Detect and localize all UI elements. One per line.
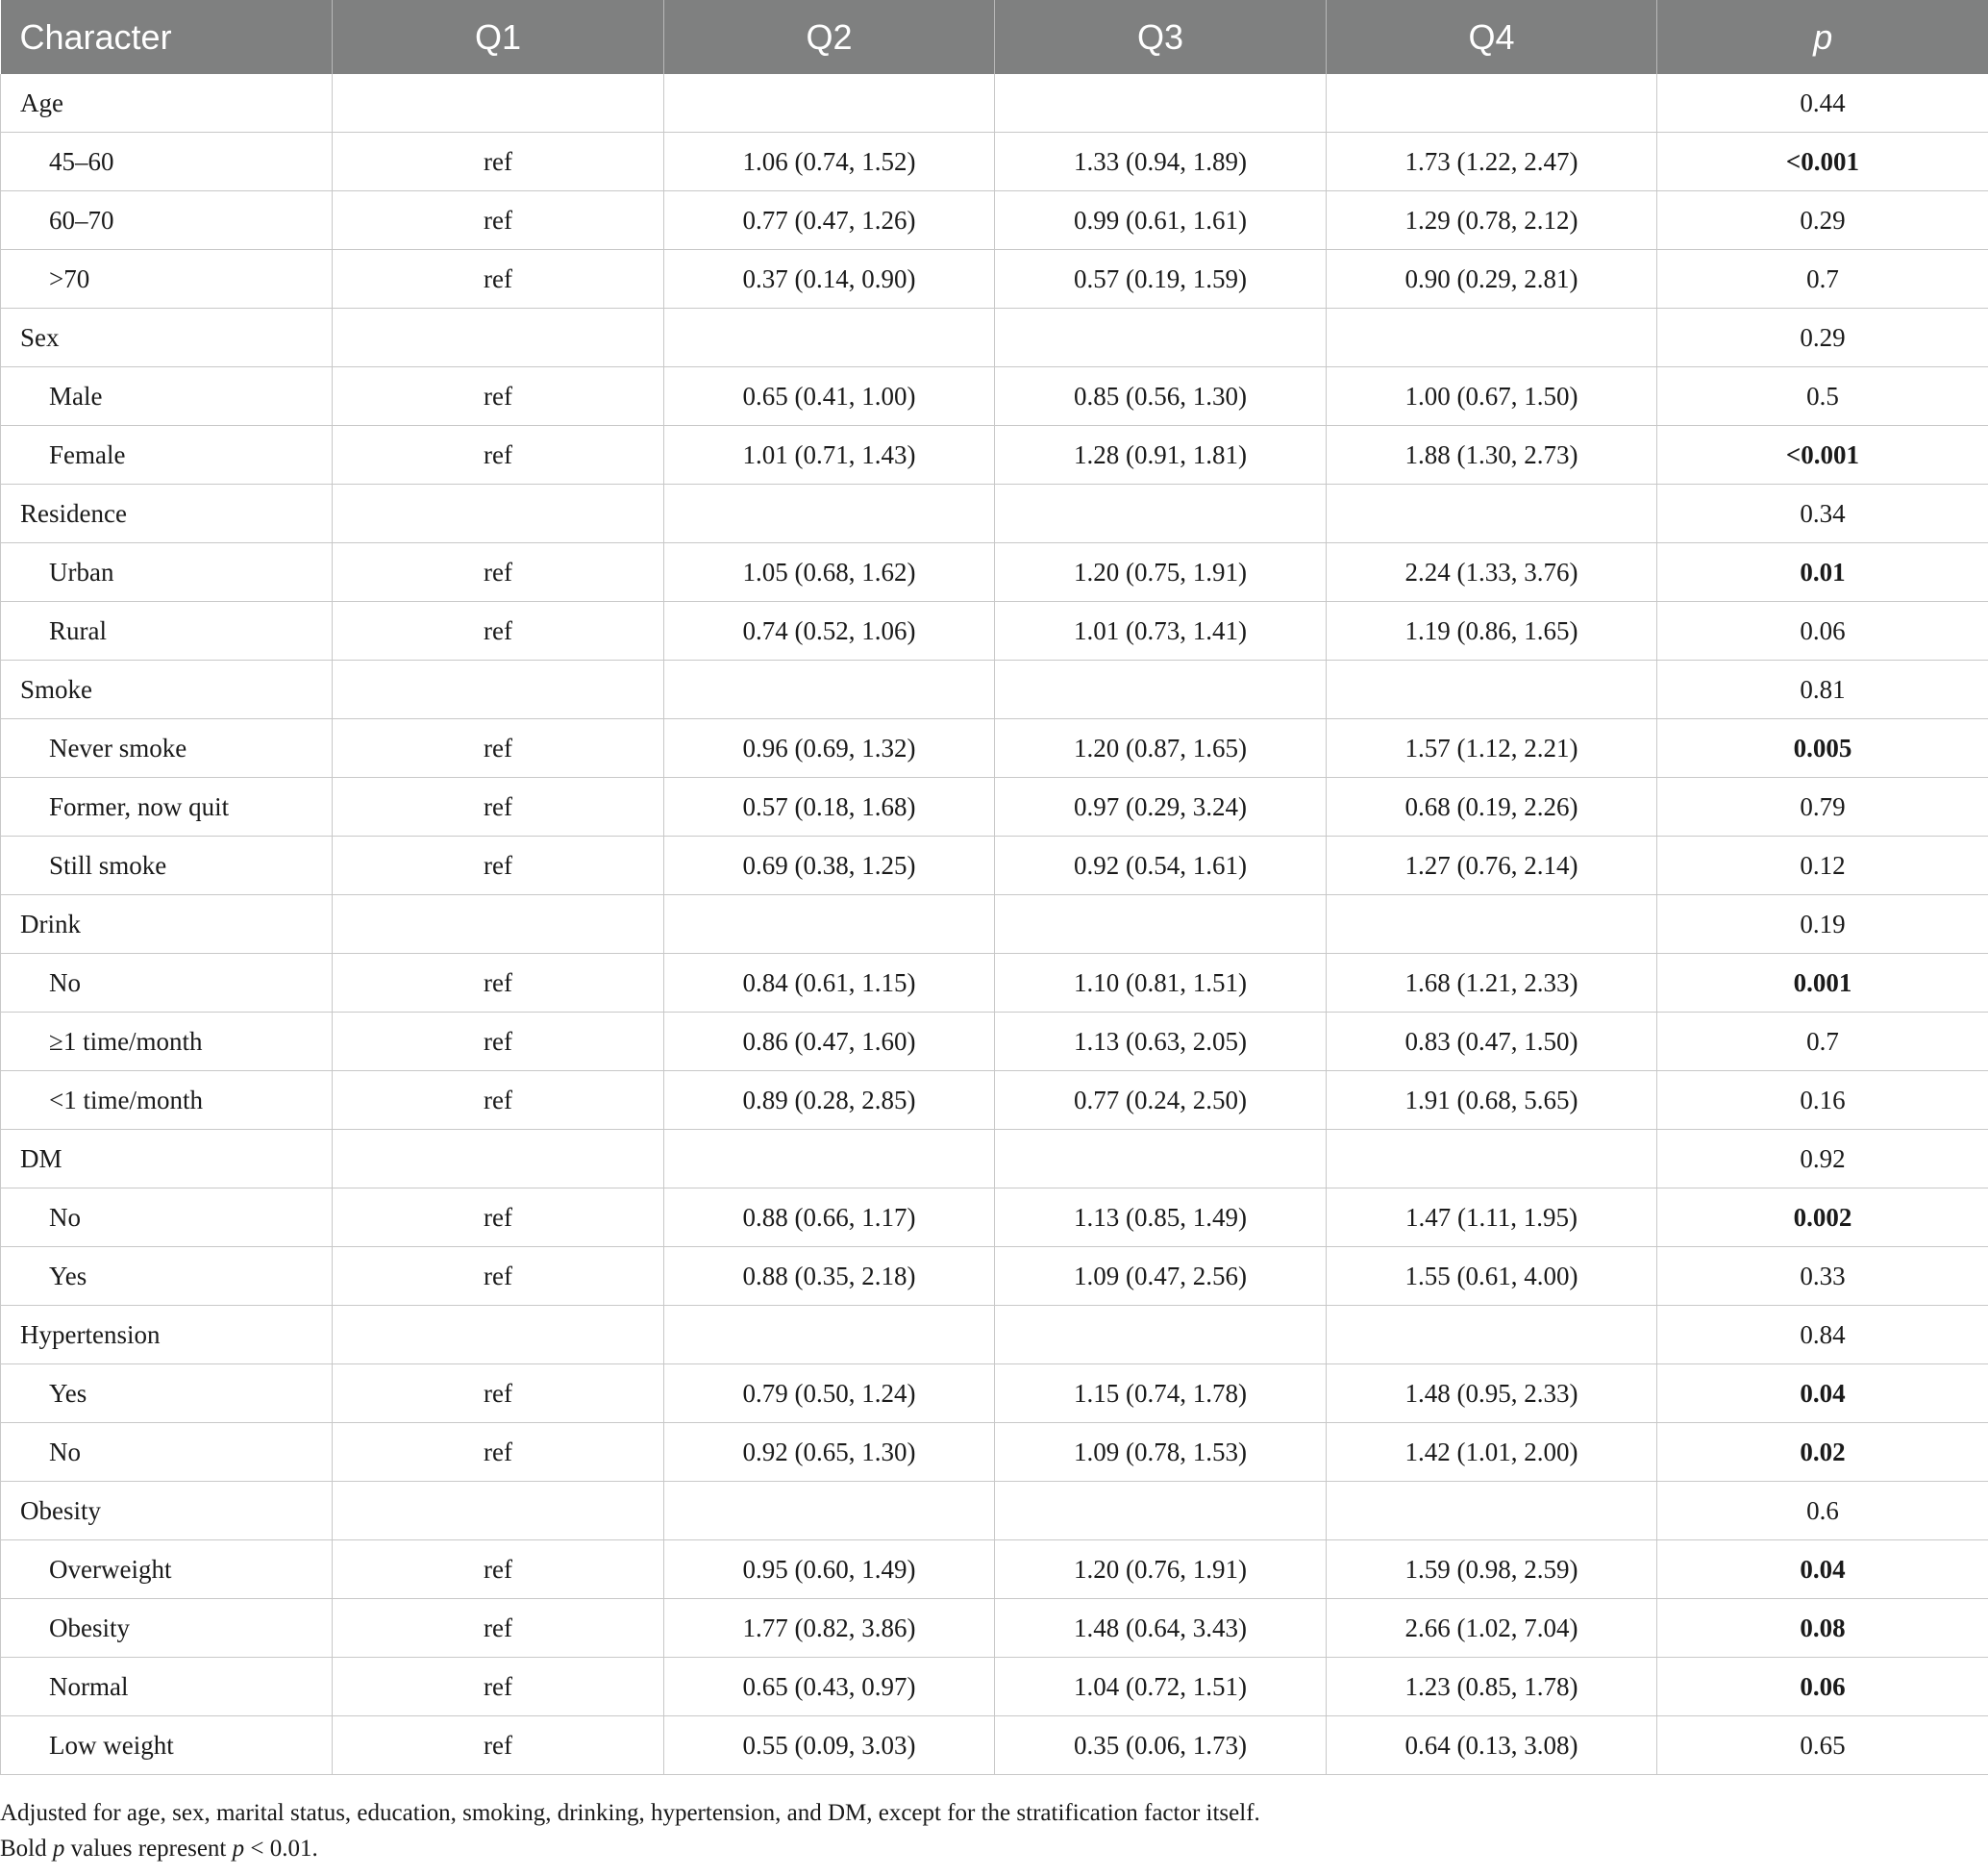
- table-row-group: [1, 1482, 1988, 1540]
- table-row-subgroup: [1, 1013, 1988, 1071]
- header-q1: Q1: [333, 0, 664, 74]
- cell-p: 0.04: [1657, 1540, 1988, 1599]
- cell-p: 0.005: [1657, 719, 1988, 778]
- table-body: [1, 74, 1988, 1775]
- table-row-group: [1, 661, 1988, 719]
- cell-q2: 0.88 (0.66, 1.17): [664, 1188, 995, 1247]
- cell-q3: 1.15 (0.74, 1.78): [995, 1364, 1327, 1423]
- cell-q2: 1.06 (0.74, 1.52): [664, 133, 995, 191]
- footnote-p-symbol: p: [52, 1836, 65, 1862]
- cell-q3: 1.09 (0.78, 1.53): [995, 1423, 1327, 1482]
- cell-character: >70: [1, 250, 333, 309]
- cell-q4: 0.68 (0.19, 2.26): [1327, 778, 1657, 837]
- cell-q4: 1.00 (0.67, 1.50): [1327, 367, 1657, 426]
- cell-q4: [1327, 74, 1657, 133]
- cell-q3: 1.48 (0.64, 3.43): [995, 1599, 1327, 1658]
- cell-q2: [664, 661, 995, 719]
- cell-p: 0.19: [1657, 895, 1988, 954]
- cell-character: 45–60: [1, 133, 333, 191]
- cell-q1: [333, 1482, 664, 1540]
- cell-q1: ref: [333, 543, 664, 602]
- cell-character: Hypertension: [1, 1306, 333, 1364]
- header-q3: Q3: [995, 0, 1327, 74]
- cell-q1: [333, 895, 664, 954]
- cell-character: 60–70: [1, 191, 333, 250]
- cell-q3: 0.57 (0.19, 1.59): [995, 250, 1327, 309]
- cell-q1: ref: [333, 1188, 664, 1247]
- cell-q1: ref: [333, 1364, 664, 1423]
- cell-q1: ref: [333, 1716, 664, 1775]
- cell-p: 0.04: [1657, 1364, 1988, 1423]
- cell-q2: 0.55 (0.09, 3.03): [664, 1716, 995, 1775]
- footnote-text: < 0.01.: [244, 1836, 318, 1862]
- cell-character: Drink: [1, 895, 333, 954]
- cell-p: 0.92: [1657, 1130, 1988, 1188]
- cell-q1: ref: [333, 426, 664, 485]
- cell-q1: ref: [333, 719, 664, 778]
- cell-q2: 0.57 (0.18, 1.68): [664, 778, 995, 837]
- cell-q3: [995, 1482, 1327, 1540]
- cell-q3: 0.35 (0.06, 1.73): [995, 1716, 1327, 1775]
- cell-q2: 1.05 (0.68, 1.62): [664, 543, 995, 602]
- cell-q4: 1.59 (0.98, 2.59): [1327, 1540, 1657, 1599]
- table-row-group: [1, 1306, 1988, 1364]
- cell-q3: 0.99 (0.61, 1.61): [995, 191, 1327, 250]
- cell-character: DM: [1, 1130, 333, 1188]
- table-row-subgroup: [1, 133, 1988, 191]
- header-q4: Q4: [1327, 0, 1657, 74]
- cell-character: Obesity: [1, 1599, 333, 1658]
- cell-q3: 0.97 (0.29, 3.24): [995, 778, 1327, 837]
- cell-p: 0.001: [1657, 954, 1988, 1013]
- cell-q4: [1327, 1306, 1657, 1364]
- cell-p: 0.01: [1657, 543, 1988, 602]
- cell-character: <1 time/month: [1, 1071, 333, 1130]
- cell-q1: [333, 1130, 664, 1188]
- table-row-subgroup: [1, 1716, 1988, 1775]
- table-row-subgroup: [1, 1540, 1988, 1599]
- cell-q2: 0.37 (0.14, 0.90): [664, 250, 995, 309]
- table-row-subgroup: [1, 1071, 1988, 1130]
- cell-q2: 0.77 (0.47, 1.26): [664, 191, 995, 250]
- cell-q4: 1.23 (0.85, 1.78): [1327, 1658, 1657, 1716]
- cell-q1: ref: [333, 367, 664, 426]
- cell-character: Urban: [1, 543, 333, 602]
- cell-q1: ref: [333, 250, 664, 309]
- cell-p: 0.12: [1657, 837, 1988, 895]
- cell-q2: 0.69 (0.38, 1.25): [664, 837, 995, 895]
- cell-q3: 1.09 (0.47, 2.56): [995, 1247, 1327, 1306]
- table-row-group: [1, 309, 1988, 367]
- cell-p: 0.002: [1657, 1188, 1988, 1247]
- footnote-p-symbol: p: [232, 1836, 245, 1862]
- cell-q1: ref: [333, 1540, 664, 1599]
- cell-q4: 1.88 (1.30, 2.73): [1327, 426, 1657, 485]
- cell-q4: 0.83 (0.47, 1.50): [1327, 1013, 1657, 1071]
- cell-q4: 0.64 (0.13, 3.08): [1327, 1716, 1657, 1775]
- table-row-subgroup: [1, 1599, 1988, 1658]
- cell-q3: [995, 895, 1327, 954]
- cell-q3: 0.77 (0.24, 2.50): [995, 1071, 1327, 1130]
- header-character: Character: [1, 0, 333, 74]
- cell-p: <0.001: [1657, 133, 1988, 191]
- cell-p: 0.65: [1657, 1716, 1988, 1775]
- cell-q4: 2.66 (1.02, 7.04): [1327, 1599, 1657, 1658]
- cell-q1: [333, 309, 664, 367]
- cell-character: No: [1, 954, 333, 1013]
- cell-p: 0.7: [1657, 250, 1988, 309]
- cell-p: 0.33: [1657, 1247, 1988, 1306]
- cell-character: Low weight: [1, 1716, 333, 1775]
- table-row-subgroup: [1, 837, 1988, 895]
- cell-q2: [664, 485, 995, 543]
- cell-p: 0.84: [1657, 1306, 1988, 1364]
- cell-character: Former, now quit: [1, 778, 333, 837]
- table-row-subgroup: [1, 954, 1988, 1013]
- cell-p: 0.06: [1657, 1658, 1988, 1716]
- cell-character: Rural: [1, 602, 333, 661]
- cell-q1: ref: [333, 133, 664, 191]
- cell-q2: 0.95 (0.60, 1.49): [664, 1540, 995, 1599]
- cell-q4: 2.24 (1.33, 3.76): [1327, 543, 1657, 602]
- cell-q3: 1.01 (0.73, 1.41): [995, 602, 1327, 661]
- cell-q1: [333, 1306, 664, 1364]
- cell-q1: ref: [333, 1247, 664, 1306]
- cell-q4: 1.91 (0.68, 5.65): [1327, 1071, 1657, 1130]
- cell-character: No: [1, 1188, 333, 1247]
- cell-q4: 1.42 (1.01, 2.00): [1327, 1423, 1657, 1482]
- cell-q2: 0.65 (0.43, 0.97): [664, 1658, 995, 1716]
- cell-q4: [1327, 485, 1657, 543]
- cell-q3: 1.20 (0.76, 1.91): [995, 1540, 1327, 1599]
- cell-p: 0.29: [1657, 309, 1988, 367]
- cell-q2: 0.84 (0.61, 1.15): [664, 954, 995, 1013]
- table-row-group: [1, 895, 1988, 954]
- cell-q3: 1.13 (0.63, 2.05): [995, 1013, 1327, 1071]
- cell-q2: 0.89 (0.28, 2.85): [664, 1071, 995, 1130]
- cell-character: Still smoke: [1, 837, 333, 895]
- cell-q4: 1.55 (0.61, 4.00): [1327, 1247, 1657, 1306]
- cell-p: 0.44: [1657, 74, 1988, 133]
- cell-q3: [995, 309, 1327, 367]
- table-row-subgroup: [1, 367, 1988, 426]
- cell-q1: [333, 661, 664, 719]
- cell-q2: [664, 309, 995, 367]
- cell-q3: 0.85 (0.56, 1.30): [995, 367, 1327, 426]
- cell-p: 0.02: [1657, 1423, 1988, 1482]
- cell-q2: 0.79 (0.50, 1.24): [664, 1364, 995, 1423]
- cell-q2: [664, 1482, 995, 1540]
- cell-q3: 1.20 (0.87, 1.65): [995, 719, 1327, 778]
- cell-p: 0.34: [1657, 485, 1988, 543]
- cell-q2: 1.01 (0.71, 1.43): [664, 426, 995, 485]
- cell-q4: 1.19 (0.86, 1.65): [1327, 602, 1657, 661]
- cell-q4: [1327, 661, 1657, 719]
- cell-q2: [664, 1306, 995, 1364]
- table-row-subgroup: [1, 602, 1988, 661]
- cell-character: Never smoke: [1, 719, 333, 778]
- cell-q1: ref: [333, 778, 664, 837]
- footnote-text: values represent: [64, 1836, 233, 1862]
- cell-q2: 0.96 (0.69, 1.32): [664, 719, 995, 778]
- cell-character: Residence: [1, 485, 333, 543]
- cell-q1: ref: [333, 602, 664, 661]
- cell-q3: 0.92 (0.54, 1.61): [995, 837, 1327, 895]
- cell-q4: 0.90 (0.29, 2.81): [1327, 250, 1657, 309]
- table-row-group: [1, 1130, 1988, 1188]
- cell-q2: 0.74 (0.52, 1.06): [664, 602, 995, 661]
- table-row-subgroup: [1, 1364, 1988, 1423]
- cell-q4: [1327, 309, 1657, 367]
- table-row-group: [1, 485, 1988, 543]
- cell-p: 0.7: [1657, 1013, 1988, 1071]
- cell-q1: [333, 74, 664, 133]
- cell-q4: [1327, 1130, 1657, 1188]
- table-row-subgroup: [1, 543, 1988, 602]
- table-row-subgroup: [1, 778, 1988, 837]
- cell-p: 0.5: [1657, 367, 1988, 426]
- cell-q1: ref: [333, 1658, 664, 1716]
- cell-q2: 0.88 (0.35, 2.18): [664, 1247, 995, 1306]
- footnote-text: Bold: [0, 1836, 53, 1862]
- cell-q2: [664, 1130, 995, 1188]
- table-row-subgroup: [1, 1247, 1988, 1306]
- cell-q3: [995, 485, 1327, 543]
- cell-character: Yes: [1, 1364, 333, 1423]
- table-row-subgroup: [1, 1658, 1988, 1716]
- table-row-subgroup: [1, 250, 1988, 309]
- cell-p: 0.29: [1657, 191, 1988, 250]
- cell-q3: 1.20 (0.75, 1.91): [995, 543, 1327, 602]
- cell-q4: 1.47 (1.11, 1.95): [1327, 1188, 1657, 1247]
- cell-q4: 1.29 (0.78, 2.12): [1327, 191, 1657, 250]
- cell-q2: [664, 74, 995, 133]
- cell-q1: [333, 485, 664, 543]
- cell-q4: 1.27 (0.76, 2.14): [1327, 837, 1657, 895]
- cell-q3: [995, 74, 1327, 133]
- table-row-group: [1, 74, 1988, 133]
- cell-q2: 1.77 (0.82, 3.86): [664, 1599, 995, 1658]
- cell-character: Age: [1, 74, 333, 133]
- cell-q2: 0.86 (0.47, 1.60): [664, 1013, 995, 1071]
- cell-q1: ref: [333, 1013, 664, 1071]
- cell-q3: [995, 1306, 1327, 1364]
- cell-q1: ref: [333, 1423, 664, 1482]
- cell-character: Normal: [1, 1658, 333, 1716]
- table-row-subgroup: [1, 1188, 1988, 1247]
- header-row: [1, 0, 1988, 74]
- cell-q4: 1.68 (1.21, 2.33): [1327, 954, 1657, 1013]
- cell-p: 0.6: [1657, 1482, 1988, 1540]
- cell-q2: 0.65 (0.41, 1.00): [664, 367, 995, 426]
- cell-q4: 1.48 (0.95, 2.33): [1327, 1364, 1657, 1423]
- cell-q4: 1.73 (1.22, 2.47): [1327, 133, 1657, 191]
- cell-q3: 1.04 (0.72, 1.51): [995, 1658, 1327, 1716]
- table-row-subgroup: [1, 719, 1988, 778]
- cell-q1: ref: [333, 191, 664, 250]
- cell-p: <0.001: [1657, 426, 1988, 485]
- cell-character: Yes: [1, 1247, 333, 1306]
- cell-q1: ref: [333, 1071, 664, 1130]
- header-p: p: [1657, 0, 1988, 74]
- table-header: [1, 0, 1988, 74]
- cell-p: 0.79: [1657, 778, 1988, 837]
- cell-character: Female: [1, 426, 333, 485]
- cell-q2: [664, 895, 995, 954]
- cell-q3: 1.13 (0.85, 1.49): [995, 1188, 1327, 1247]
- cell-p: 0.06: [1657, 602, 1988, 661]
- cell-q4: [1327, 1482, 1657, 1540]
- cell-q3: [995, 661, 1327, 719]
- table-row-subgroup: [1, 1423, 1988, 1482]
- cell-character: Smoke: [1, 661, 333, 719]
- cell-character: Sex: [1, 309, 333, 367]
- table-row-subgroup: [1, 191, 1988, 250]
- cell-q1: ref: [333, 1599, 664, 1658]
- cell-q1: ref: [333, 954, 664, 1013]
- cell-q3: [995, 1130, 1327, 1188]
- cell-character: Male: [1, 367, 333, 426]
- footnote-adjustment: Adjusted for age, sex, marital status, education, smoking, drinking, hypertension, and DM, except for the stratification factor itself.: [0, 1800, 1260, 1826]
- cell-q3: 1.10 (0.81, 1.51): [995, 954, 1327, 1013]
- cell-character: Obesity: [1, 1482, 333, 1540]
- table-row-subgroup: [1, 426, 1988, 485]
- cell-q3: 1.28 (0.91, 1.81): [995, 426, 1327, 485]
- cell-q4: 1.57 (1.12, 2.21): [1327, 719, 1657, 778]
- cell-character: No: [1, 1423, 333, 1482]
- cell-p: 0.08: [1657, 1599, 1988, 1658]
- cell-q2: 0.92 (0.65, 1.30): [664, 1423, 995, 1482]
- cell-character: Overweight: [1, 1540, 333, 1599]
- footnote-bold-meaning: [0, 1836, 318, 1863]
- cell-p: 0.16: [1657, 1071, 1988, 1130]
- cell-q4: [1327, 895, 1657, 954]
- cell-p: 0.81: [1657, 661, 1988, 719]
- header-q2: Q2: [664, 0, 995, 74]
- cell-q3: 1.33 (0.94, 1.89): [995, 133, 1327, 191]
- cell-character: ≥1 time/month: [1, 1013, 333, 1071]
- cell-q1: ref: [333, 837, 664, 895]
